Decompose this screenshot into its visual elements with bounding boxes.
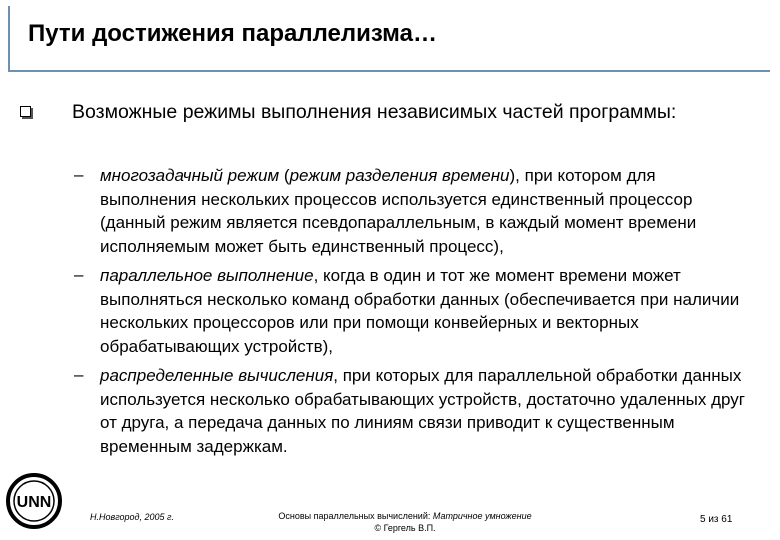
footer-location-date: Н.Новгород, 2005 г. bbox=[90, 512, 174, 522]
footer-course-line bbox=[250, 510, 560, 522]
logo-letters: UNN bbox=[16, 494, 52, 511]
term: распределенные вычисления bbox=[100, 366, 334, 385]
sub-item-text bbox=[100, 364, 750, 458]
main-bullet-text: Возможные режимы выполнения независимых частей программы: bbox=[72, 101, 677, 123]
dash-marker: – bbox=[74, 165, 84, 184]
paren-open: ( bbox=[279, 166, 290, 185]
term: параллельное выполнение bbox=[100, 266, 314, 285]
sub-item-text bbox=[100, 264, 750, 358]
footer-course-topic: Матричное умножение bbox=[432, 511, 532, 521]
term-alt: режим разделения времени bbox=[289, 166, 510, 185]
dash-marker: – bbox=[74, 265, 84, 284]
square-bullet-icon bbox=[20, 106, 31, 117]
footer-course bbox=[250, 510, 560, 534]
sub-item-text bbox=[100, 164, 750, 258]
slide-title: Пути достижения параллелизма… bbox=[28, 20, 437, 47]
page-number: 5 из 61 bbox=[700, 514, 733, 525]
title-horizontal-rule bbox=[8, 70, 770, 72]
unn-logo-icon bbox=[6, 473, 62, 529]
dash-marker: – bbox=[74, 365, 84, 384]
footer-course-prefix: Основы параллельных вычислений: bbox=[278, 511, 433, 521]
title-bar bbox=[8, 6, 770, 72]
term: многозадачный режим bbox=[100, 166, 280, 185]
title-vertical-rule bbox=[8, 6, 10, 72]
sub-item-rest: , при которых для параллельной обработки данных используется несколько обрабатывающих устройств, достаточно удаленных друг от друга, а передача данных по линиям связи приводит к существенным временным задержкам. bbox=[100, 366, 746, 456]
sub-item-rest: , когда в один и тот же момент времени может выполняться несколько команд обработки данных (обеспечивается при наличии нескольких процессоров или при помощи конвейерных и векторных обрабатывающих устройств), bbox=[100, 266, 740, 356]
footer-author: © Гергель В.П. bbox=[374, 523, 436, 533]
sub-item-rest: ), при котором для выполнения нескольких процессов используется единственный процессор (данный режим является псевдопараллельным, в каждый момент времени исполняемым может быть единственный процесс), bbox=[100, 166, 697, 256]
